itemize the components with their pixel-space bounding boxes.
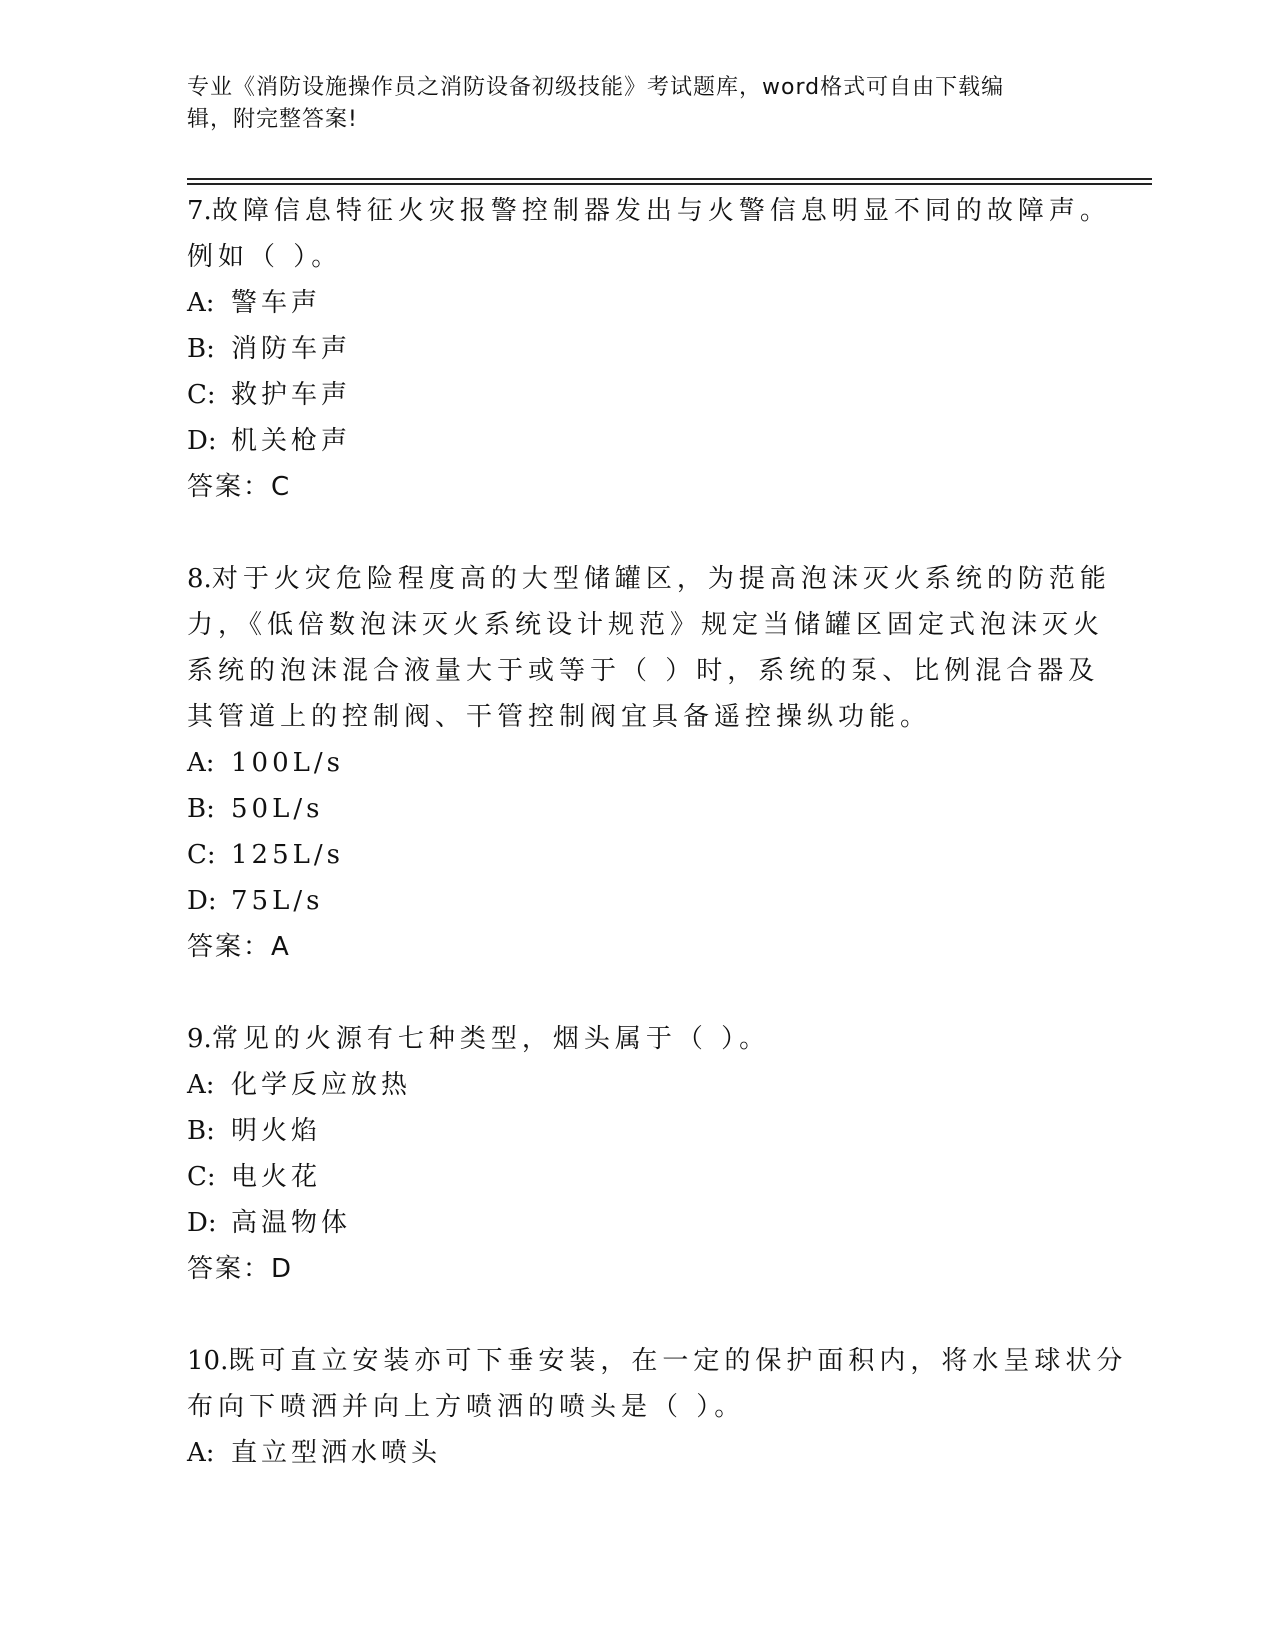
answer-option [187, 1154, 1152, 1200]
answer-option [187, 280, 1152, 326]
answer-key: 答案：C [187, 472, 292, 502]
answer-key: 答案：A [187, 932, 291, 962]
question-text: 故障信息特征火灾报警控制器发出与火警信息明显不同的故障声。 [211, 196, 1111, 226]
answer-option [187, 326, 1152, 372]
header-line-2: 辑，附完整答案! [187, 107, 358, 132]
option-text: 化学反应放热 [231, 1070, 412, 1100]
question-list [187, 188, 1152, 1476]
header-divider-top [187, 178, 1152, 180]
question-block [187, 188, 1152, 556]
option-text: 50L/s [231, 794, 324, 824]
option-letter: D: [187, 886, 217, 916]
question-text: 例如（ ）。 [187, 242, 343, 272]
answer-option [187, 418, 1152, 464]
answer-key: 答案：D [187, 1254, 294, 1284]
answer-option [187, 372, 1152, 418]
option-text: 消防车声 [231, 334, 352, 364]
answer-option [187, 832, 1152, 878]
question-text: 常见的火源有七种类型，烟头属于（ ）。 [211, 1024, 771, 1054]
answer-option [187, 1200, 1152, 1246]
question-text-line [187, 694, 1152, 740]
header-line-1: 专业《消防设施操作员之消防设备初级技能》考试题库，word格式可自由下载编 [187, 75, 1005, 100]
question-spacer [187, 510, 1152, 556]
question-block [187, 1016, 1152, 1338]
option-text: 100L/s [231, 748, 344, 778]
option-letter: C: [187, 1162, 216, 1192]
option-text: 警车声 [231, 288, 322, 318]
question-text-line [187, 1384, 1152, 1430]
question-text: 对于火灾危险程度高的大型储罐区，为提高泡沫灭火系统的防范能 [211, 564, 1111, 594]
question-block [187, 1338, 1152, 1476]
option-text: 明火焰 [231, 1116, 322, 1146]
answer-option [187, 740, 1152, 786]
option-letter: D: [187, 1208, 217, 1238]
option-letter: B: [187, 334, 215, 364]
option-letter: C: [187, 380, 216, 410]
option-letter: A: [187, 1438, 215, 1468]
option-text: 机关枪声 [231, 426, 352, 456]
question-text: 系统的泡沫混合液量大于或等于（ ）时，系统的泵、比例混合器及 [187, 656, 1100, 686]
option-letter: A: [187, 288, 215, 318]
option-letter: C: [187, 840, 216, 870]
question-number: 7. [187, 196, 212, 226]
question-text-line [187, 556, 1152, 602]
question-text: 布向下喷洒并向上方喷洒的喷头是（ ）。 [187, 1392, 746, 1422]
question-text-line [187, 234, 1152, 280]
answer-option [187, 1062, 1152, 1108]
option-letter: D: [187, 426, 217, 456]
question-number: 8. [187, 564, 212, 594]
option-text: 高温物体 [231, 1208, 352, 1238]
document-header [187, 72, 1087, 136]
option-letter: B: [187, 794, 215, 824]
question-text: 既可直立安装亦可下垂安装，在一定的保护面积内，将水呈球状分 [228, 1346, 1128, 1376]
option-text: 125L/s [231, 840, 344, 870]
question-spacer [187, 970, 1152, 1016]
answer-option [187, 878, 1152, 924]
question-block [187, 556, 1152, 1016]
option-letter: A: [187, 1070, 215, 1100]
question-text: 力，《低倍数泡沫灭火系统设计规范》规定当储罐区固定式泡沫灭火 [187, 610, 1105, 640]
question-number: 10. [187, 1346, 229, 1376]
question-text-line [187, 1338, 1152, 1384]
question-text-line [187, 648, 1152, 694]
question-text: 其管道上的控制阀、干管控制阀宜具备遥控操纵功能。 [187, 702, 932, 732]
header-divider-bottom [187, 183, 1152, 185]
option-text: 救护车声 [231, 380, 352, 410]
question-text-line [187, 1016, 1152, 1062]
question-spacer [187, 1292, 1152, 1338]
question-text-line [187, 602, 1152, 648]
option-text: 电火花 [231, 1162, 322, 1192]
answer-option [187, 786, 1152, 832]
option-text: 75L/s [231, 886, 324, 916]
question-number: 9. [187, 1024, 212, 1054]
option-text: 直立型洒水喷头 [231, 1438, 442, 1468]
answer-option [187, 1430, 1152, 1476]
answer-option [187, 1108, 1152, 1154]
option-letter: B: [187, 1116, 215, 1146]
question-text-line [187, 188, 1152, 234]
option-letter: A: [187, 748, 215, 778]
